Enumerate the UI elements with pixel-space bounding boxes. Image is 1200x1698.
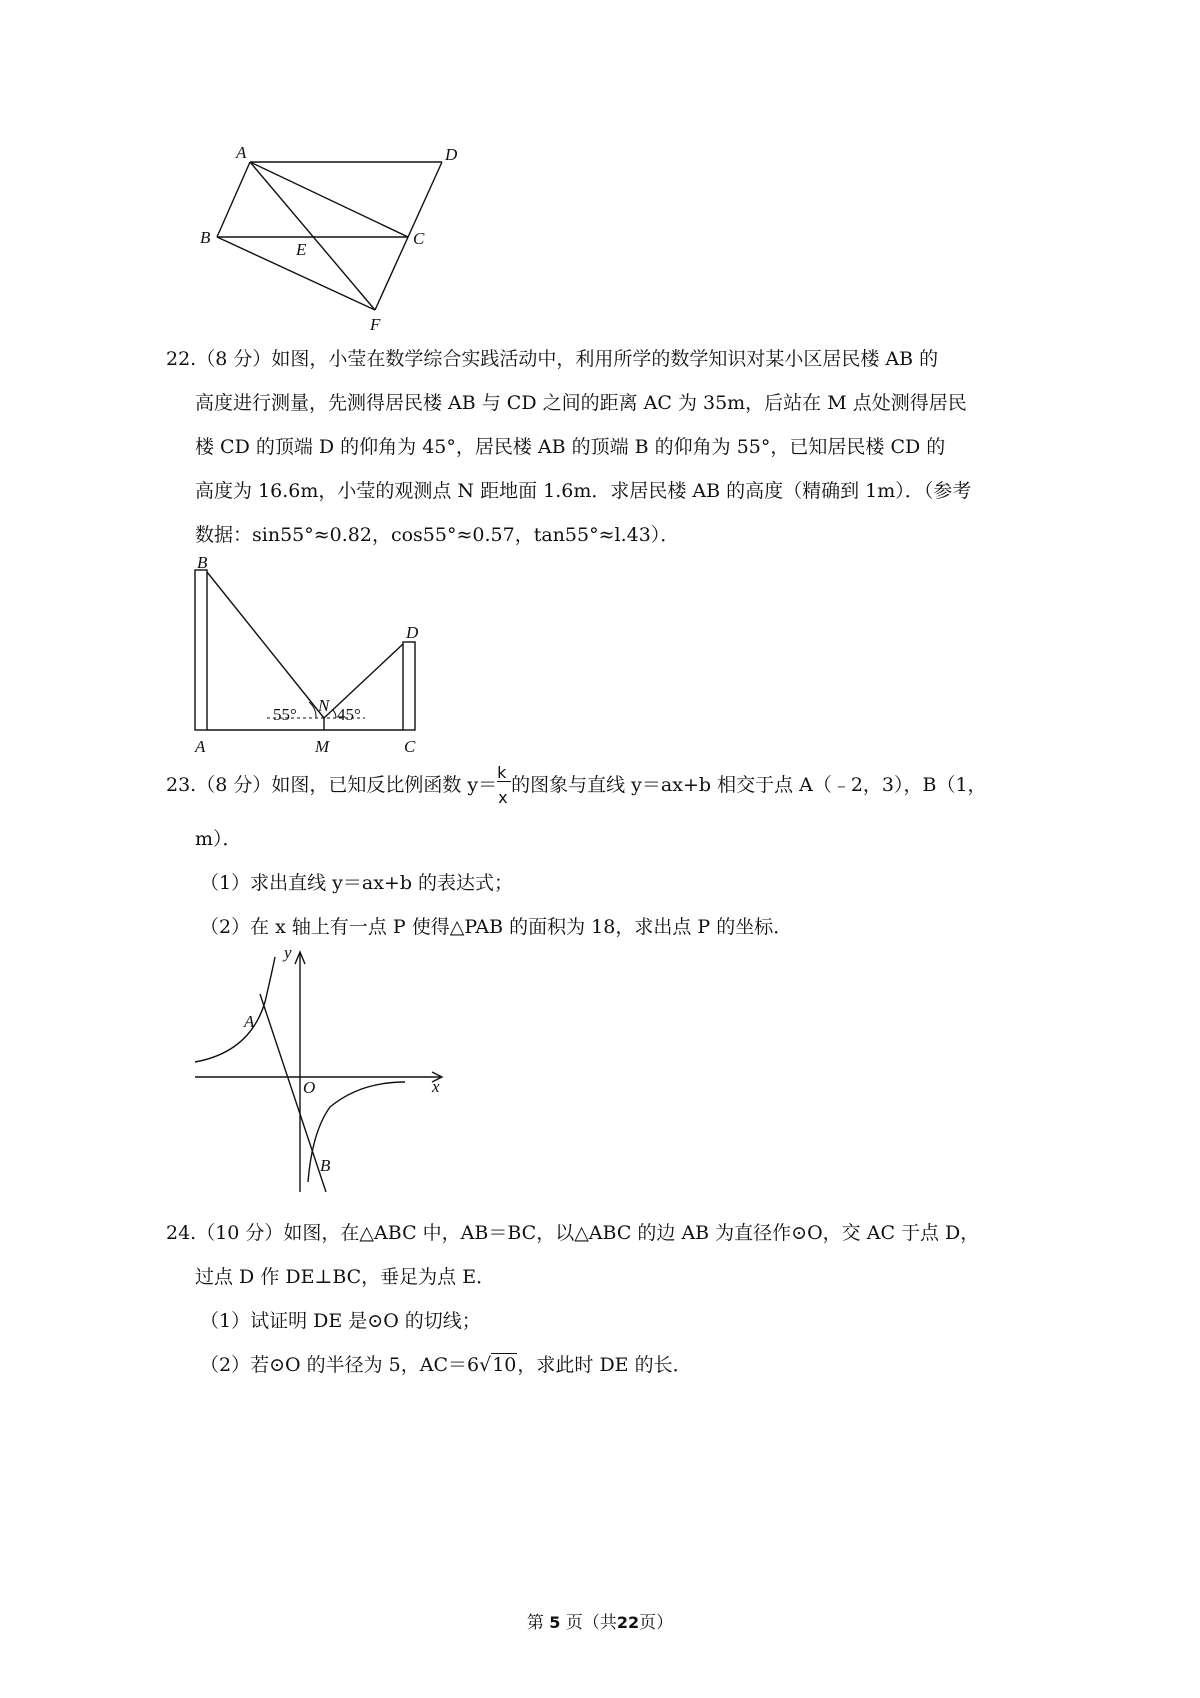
q24-line1: 24.（10 分）如图，在△ABC 中，AB＝BC，以△ABC 的边 AB 为直径作⊙O，交 AC 于点 D， (166, 1222, 980, 1244)
q24-sub2-post: ，求此时 DE 的长． (517, 1354, 692, 1376)
label-a: A (236, 143, 247, 162)
label-e: E (296, 240, 307, 259)
footer-post: 页） (639, 1613, 674, 1633)
label-y: y (284, 943, 292, 962)
q23-line2: m）． (195, 828, 242, 850)
label-f: F (370, 315, 381, 334)
label-x: x (432, 1077, 440, 1096)
q22-line2: 高度进行测量，先测得居民楼 AB 与 CD 之间的距离 AC 为 35m，后站在 M 点处测得居民 (195, 392, 967, 414)
footer-pre: 第 (526, 1613, 544, 1633)
label-o: O (303, 1078, 316, 1097)
label-c: C (404, 737, 416, 756)
label-b: B (320, 1156, 331, 1175)
figure-graph (190, 942, 460, 1197)
q22-line5: 数据：sin55°≈0.82，cos55°≈0.57，tan55°≈l.43）． (195, 524, 680, 546)
label-d: D (445, 145, 458, 164)
q22-line3: 楼 CD 的顶端 D 的仰角为 45°，居民楼 AB 的顶端 B 的仰角为 55°，已知居民楼 CD 的 (195, 436, 946, 458)
angle-55: 55° (273, 705, 297, 724)
label-m: M (315, 737, 330, 756)
label-n: N (318, 696, 330, 715)
q24-line2: 过点 D 作 DE⊥BC，垂足为点 E． (195, 1266, 496, 1288)
q23-line1 (166, 763, 987, 807)
fraction-numerator: k (497, 763, 507, 782)
q24-sub2 (200, 1351, 692, 1379)
q23-sub2: （2）在 x 轴上有一点 P 使得△PAB 的面积为 18，求出点 P 的坐标． (200, 916, 793, 938)
q22-line1: 22.（8 分）如图，小莹在数学综合实践活动中，利用所学的数学知识对某小区居民楼 AB 的 (166, 348, 939, 370)
footer-mid: 页（共 (565, 1613, 617, 1633)
sqrt-sign: √ (479, 1354, 492, 1376)
fraction-denominator: x (498, 788, 508, 807)
label-d: D (406, 623, 419, 642)
q22-line4: 高度为 16.6m，小莹的观测点 N 距地面 1.6m．求居民楼 AB 的高度（精确到 1m）．（参考 (195, 480, 972, 502)
label-b: B (200, 228, 211, 247)
label-b: B (197, 553, 208, 572)
sqrt-value: 10 (492, 1354, 517, 1376)
page-number: 5 (549, 1613, 561, 1632)
q23-line1-post: 的图象与直线 y＝ax+b 相交于点 A（﹣2，3），B（1， (511, 774, 987, 796)
total-pages: 22 (616, 1613, 640, 1632)
label-c: C (413, 229, 425, 248)
q24-sub2-pre: （2）若⊙O 的半径为 5，AC＝6 (200, 1354, 480, 1376)
figure-parallelogram (190, 140, 490, 365)
fraction-k-over-x (497, 763, 511, 807)
figure-buildings (185, 552, 445, 762)
label-a: A (195, 737, 206, 756)
label-a: A (244, 1012, 255, 1031)
angle-45: 45° (337, 705, 361, 724)
q23-line1-pre: 23.（8 分）如图，已知反比例函数 y＝ (166, 774, 498, 796)
q24-sub1: （1）试证明 DE 是⊙O 的切线； (200, 1310, 481, 1332)
q23-sub1: （1）求出直线 y＝ax+b 的表达式； (200, 872, 514, 894)
page-footer (0, 1608, 1200, 1633)
